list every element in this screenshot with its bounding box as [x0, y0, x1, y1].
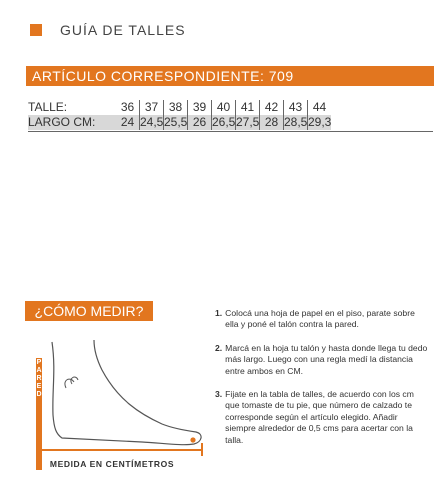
size-cell: 36: [116, 100, 140, 115]
size-cell: 43: [284, 100, 308, 115]
length-row: [28, 115, 331, 130]
length-cell: 24: [116, 115, 140, 130]
size-table: [28, 100, 331, 130]
step-number: 1.: [215, 308, 223, 318]
wall-label: P A R E D: [36, 359, 42, 398]
how-to-measure-banner: ¿CÓMO MEDIR?: [25, 301, 153, 321]
size-cell: 41: [236, 100, 260, 115]
instructions: [215, 308, 430, 458]
ankle-mark: [65, 379, 74, 388]
length-cell: 26: [188, 115, 212, 130]
size-cell: 42: [260, 100, 284, 115]
step-item: [215, 308, 430, 331]
ankle-mark: [71, 377, 78, 384]
size-cell: 40: [212, 100, 236, 115]
length-cell: 26,5: [212, 115, 236, 129]
length-cell: 24,5: [140, 115, 164, 129]
orange-square-icon: [30, 24, 42, 36]
step-item: [215, 343, 430, 377]
page-title: GUÍA DE TALLES: [60, 22, 186, 38]
step-text: Colocá una hoja de papel en el piso, parate sobre ella y poné el talón contra la pared.: [225, 308, 415, 330]
size-cell: 44: [312, 100, 327, 114]
size-cell: 39: [188, 100, 212, 115]
table-divider: [28, 131, 433, 132]
toe-mark: [190, 437, 195, 442]
step-item: [215, 389, 430, 446]
length-cell: 27,5: [236, 115, 260, 129]
step-text: Fijate en la tabla de talles, de acuerdo con los cm que tomaste de tu pie, que número de calzado te corresponde según el artículo elegido. Añadir siempre alrededor de 0,5 cms para acertar con la talla.: [225, 389, 414, 445]
foot-measure-diagram: [22, 330, 212, 480]
size-cell: 38: [164, 100, 188, 115]
length-cell: 25,5: [164, 115, 188, 129]
size-row: [28, 100, 331, 115]
length-cell: 29,3: [308, 115, 332, 129]
length-cell: 28,5: [284, 115, 308, 129]
article-banner: ARTÍCULO CORRESPONDIENTE: 709: [26, 66, 434, 86]
step-number: 2.: [215, 342, 223, 353]
size-cell: 37: [140, 100, 164, 115]
step-text: Marcá en la hoja tu talón y hasta donde llega tu dedo más largo. Luego con una regla medí la distancia entre ambos en CM.: [225, 342, 428, 376]
measure-label: MEDIDA EN CENTÍMETROS: [49, 459, 175, 469]
step-number: 3.: [215, 389, 223, 400]
talle-label: TALLE:: [28, 100, 68, 114]
length-cell: 28: [260, 115, 284, 130]
largo-label: LARGO CM:: [28, 115, 96, 129]
page-header: [30, 22, 186, 38]
foot-outline: [52, 340, 201, 445]
